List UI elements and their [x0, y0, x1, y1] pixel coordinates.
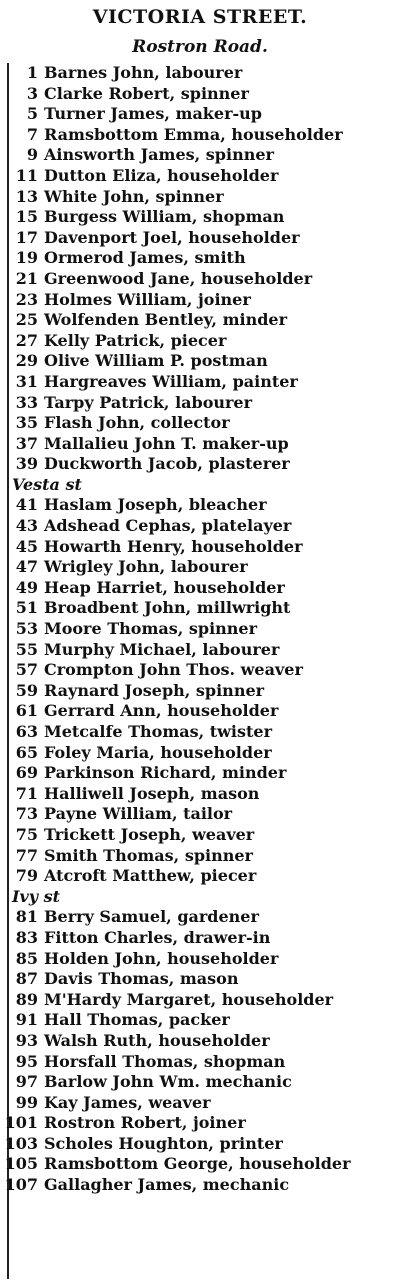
resident-entry: Murphy Michael, labourer	[44, 639, 280, 659]
list-item	[0, 207, 400, 228]
resident-entry: M'Hardy Margaret, householder	[44, 989, 334, 1009]
list-item	[0, 145, 400, 166]
list-item	[0, 866, 400, 887]
house-number: 11	[15, 165, 38, 185]
resident-entry: Tarpy Patrick, labourer	[44, 392, 253, 412]
list-item	[0, 578, 400, 599]
list-item	[0, 660, 400, 681]
resident-entry: Heap Harriet, householder	[44, 577, 285, 597]
list-item	[0, 269, 400, 290]
list-item	[0, 1175, 400, 1196]
house-number: 79	[15, 866, 38, 886]
resident-entry: Wolfenden Bentley, minder	[44, 310, 288, 330]
list-item	[0, 990, 400, 1011]
resident-entry: Walsh Ruth, householder	[44, 1030, 270, 1050]
resident-entry: Payne William, tailor	[44, 804, 233, 824]
list-item	[0, 949, 400, 970]
house-number: 55	[15, 639, 38, 659]
resident-entry: Barnes John, labourer	[44, 63, 243, 82]
list-item	[0, 1093, 400, 1114]
list-item	[0, 804, 400, 825]
list-item	[0, 454, 400, 475]
resident-entry: Trickett Joseph, weaver	[44, 824, 255, 844]
resident-entry: Adshead Cephas, platelayer	[44, 516, 292, 536]
house-number: 43	[15, 516, 38, 536]
list-item	[0, 372, 400, 393]
list-item	[0, 125, 400, 146]
list-item	[0, 928, 400, 949]
resident-entry: Clarke Robert, spinner	[44, 83, 249, 103]
list-item	[0, 1134, 400, 1155]
resident-entry: Duckworth Jacob, plasterer	[44, 454, 290, 474]
list-item	[0, 846, 400, 867]
street-title: VICTORIA STREET.	[92, 6, 308, 28]
house-number: 89	[15, 989, 38, 1009]
list-item	[0, 351, 400, 372]
house-number: 63	[15, 722, 38, 741]
list-item	[0, 1031, 400, 1052]
list-item	[0, 743, 400, 764]
list-item	[0, 825, 400, 846]
resident-entry: Hall Thomas, packer	[44, 1010, 230, 1030]
house-number: 37	[15, 433, 38, 453]
house-number: 27	[15, 330, 38, 350]
list-item	[0, 331, 400, 352]
list-item	[0, 84, 400, 105]
house-number: 97	[15, 1072, 38, 1092]
list-item	[0, 413, 400, 434]
resident-entry: Parkinson Richard, minder	[44, 763, 287, 783]
list-item	[0, 63, 400, 84]
list-item	[0, 310, 400, 331]
list-item	[0, 104, 400, 125]
resident-entry: Berry Samuel, gardener	[44, 907, 259, 927]
house-number: 19	[15, 248, 38, 268]
list-item	[0, 1010, 400, 1031]
resident-entry: Holden John, householder	[44, 948, 279, 968]
resident-list	[0, 63, 400, 1196]
list-item	[0, 228, 400, 249]
list-item	[0, 1072, 400, 1093]
resident-entry: Fitton Charles, drawer-in	[44, 927, 271, 947]
cross-street-label	[0, 475, 400, 496]
resident-entry: Olive William P. postman	[44, 351, 268, 371]
list-item	[0, 516, 400, 537]
resident-entry: Kay James, weaver	[44, 1092, 211, 1112]
list-item	[0, 537, 400, 558]
resident-entry: Dutton Eliza, householder	[44, 165, 279, 185]
resident-entry: Burgess William, shopman	[44, 207, 285, 227]
cross-street-label	[0, 887, 400, 908]
resident-entry: Ormerod James, smith	[44, 248, 246, 268]
house-number: 95	[15, 1051, 38, 1071]
house-number: 41	[15, 495, 38, 515]
resident-entry: Howarth Henry, householder	[44, 536, 303, 556]
list-item	[0, 166, 400, 187]
resident-entry: Hargreaves William, painter	[44, 371, 298, 391]
section-subtitle: Rostron Road.	[132, 37, 268, 57]
house-number: 83	[15, 927, 38, 947]
list-item	[0, 248, 400, 269]
list-item	[0, 1154, 400, 1175]
resident-entry: Davenport Joel, householder	[44, 227, 300, 247]
resident-entry: Gallagher James, mechanic	[44, 1175, 290, 1195]
house-number: 9	[26, 145, 38, 165]
list-item	[0, 722, 400, 743]
house-number: 13	[15, 186, 38, 206]
list-item	[0, 907, 400, 928]
house-number: 15	[15, 207, 38, 227]
house-number: 33	[15, 392, 38, 412]
list-item	[0, 495, 400, 516]
list-item	[0, 557, 400, 578]
cross-street-name: Ivy st	[12, 886, 61, 906]
list-item	[0, 640, 400, 661]
list-item	[0, 1113, 400, 1134]
resident-entry: Ramsbottom George, householder	[44, 1154, 351, 1174]
list-item	[0, 784, 400, 805]
house-number: 59	[15, 680, 38, 700]
resident-entry: Mallalieu John T. maker-up	[44, 433, 289, 453]
house-number: 49	[15, 577, 38, 597]
house-number: 47	[15, 557, 38, 577]
house-number: 75	[15, 824, 38, 844]
house-number: 73	[15, 804, 38, 824]
house-number: 107	[4, 1175, 38, 1195]
resident-entry: Davis Thomas, mason	[44, 969, 239, 989]
list-item	[0, 619, 400, 640]
house-number: 45	[15, 536, 38, 556]
resident-entry: Raynard Joseph, spinner	[44, 680, 265, 700]
resident-entry: Turner James, maker-up	[44, 104, 262, 124]
house-number: 91	[15, 1010, 38, 1030]
resident-entry: White John, spinner	[44, 186, 224, 206]
house-number: 61	[15, 701, 38, 721]
resident-entry: Gerrard Ann, householder	[44, 701, 279, 721]
house-number: 85	[15, 948, 38, 968]
house-number: 69	[15, 763, 38, 783]
resident-entry: Greenwood Jane, householder	[44, 268, 313, 288]
list-item	[0, 1052, 400, 1073]
resident-entry: Holmes William, joiner	[44, 289, 251, 309]
list-item	[0, 763, 400, 784]
house-number: 51	[15, 598, 38, 618]
house-number: 105	[4, 1154, 38, 1174]
resident-entry: Foley Maria, householder	[44, 742, 272, 762]
list-item	[0, 434, 400, 455]
cross-street-name: Vesta st	[12, 474, 82, 494]
resident-entry: Crompton John Thos. weaver	[44, 660, 303, 680]
resident-entry: Barlow John Wm. mechanic	[44, 1072, 292, 1092]
house-number: 81	[15, 907, 38, 927]
house-number: 29	[15, 351, 38, 371]
resident-entry: Halliwell Joseph, mason	[44, 783, 260, 803]
resident-entry: Moore Thomas, spinner	[44, 619, 258, 639]
house-number: 101	[4, 1113, 38, 1133]
house-number: 99	[15, 1092, 38, 1112]
list-item	[0, 681, 400, 702]
house-number: 93	[15, 1030, 38, 1050]
house-number: 1	[26, 63, 38, 82]
house-number: 39	[15, 454, 38, 474]
resident-entry: Scholes Houghton, printer	[44, 1133, 283, 1153]
resident-entry: Haslam Joseph, bleacher	[44, 495, 267, 515]
house-number: 17	[15, 227, 38, 247]
resident-entry: Kelly Patrick, piecer	[44, 330, 227, 350]
house-number: 87	[15, 969, 38, 989]
house-number: 35	[15, 413, 38, 433]
house-number: 21	[15, 268, 38, 288]
resident-entry: Ainsworth James, spinner	[44, 145, 274, 165]
resident-entry: Rostron Robert, joiner	[44, 1113, 246, 1133]
list-item	[0, 187, 400, 208]
house-number: 103	[4, 1133, 38, 1153]
house-number: 31	[15, 371, 38, 391]
house-number: 3	[26, 83, 38, 103]
house-number: 5	[26, 104, 38, 124]
resident-entry: Atcroft Matthew, piecer	[44, 866, 257, 886]
house-number: 53	[15, 619, 38, 639]
list-item	[0, 969, 400, 990]
house-number: 57	[15, 660, 38, 680]
list-item	[0, 598, 400, 619]
house-number: 65	[15, 742, 38, 762]
list-item	[0, 290, 400, 311]
resident-entry: Broadbent John, millwright	[44, 598, 291, 618]
resident-entry: Horsfall Thomas, shopman	[44, 1051, 286, 1071]
resident-entry: Ramsbottom Emma, householder	[44, 124, 343, 144]
list-item	[0, 393, 400, 414]
list-item	[0, 701, 400, 722]
resident-entry: Wrigley John, labourer	[44, 557, 248, 577]
house-number: 7	[26, 124, 38, 144]
resident-entry: Smith Thomas, spinner	[44, 845, 253, 865]
house-number: 25	[15, 310, 38, 330]
resident-entry: Metcalfe Thomas, twister	[44, 722, 273, 741]
house-number: 71	[15, 783, 38, 803]
house-number: 77	[15, 845, 38, 865]
house-number: 23	[15, 289, 38, 309]
resident-entry: Flash John, collector	[44, 413, 230, 433]
